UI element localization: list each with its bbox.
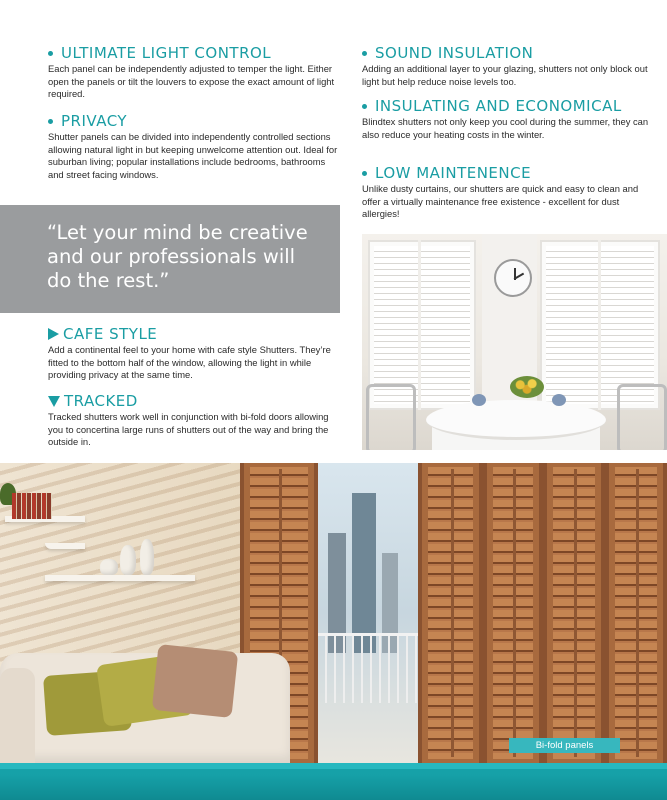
balcony-rail xyxy=(318,633,418,703)
bullet-icon xyxy=(48,119,53,124)
cushion xyxy=(152,644,238,718)
feature-light-control xyxy=(48,44,340,101)
bullet-icon xyxy=(362,171,367,176)
feature-insulating-economical xyxy=(362,97,652,141)
triangle-right-icon xyxy=(48,328,59,340)
style-text: Tracked shutters work well in conjunction with bi-fold doors allowing you to concertina large runs of shutters out of the way and bring the outside in. xyxy=(48,411,329,448)
style-title: TRACKED xyxy=(64,392,138,410)
vase xyxy=(140,539,154,575)
feature-text: Unlike dusty curtains, our shutters are quick and easy to clean and offer a virtually maintenance free existence - excellent for dust allergies! xyxy=(362,183,639,220)
bullet-icon xyxy=(48,51,53,56)
feature-title: PRIVACY xyxy=(61,112,128,130)
feature-title: LOW MAINTENENCE xyxy=(375,164,532,182)
living-room-photo xyxy=(0,463,667,763)
style-text: Add a continental feel to your home with cafe style Shutters. They’re fitted to the bottom half of the window, allowing the light in while providing privacy at the same time. xyxy=(48,344,331,381)
feature-title: ULTIMATE LIGHT CONTROL xyxy=(61,44,272,62)
quote-text: “Let your mind be creative and our professionals will do the rest.” xyxy=(47,221,308,292)
bullet-icon xyxy=(362,104,367,109)
triangle-down-icon xyxy=(48,396,60,407)
wall-shelf xyxy=(45,575,195,581)
teapot xyxy=(472,394,486,406)
style-cafe xyxy=(48,325,340,382)
feature-text: Adding an additional layer to your glazing, shutters not only block out light but help reduce noise levels too. xyxy=(362,63,648,87)
wooden-shutter xyxy=(418,463,483,763)
window-view xyxy=(318,463,418,763)
quote-box xyxy=(0,205,340,313)
vase xyxy=(120,545,136,575)
feature-low-maintenance xyxy=(362,164,652,221)
wooden-shutter xyxy=(543,463,605,763)
feature-text: Shutter panels can be divided into independently controlled sections allowing natural light in but keeping unwelcome attention out. Ideal for suburban living; popular installations include bedrooms, bathrooms and street facing windows. xyxy=(48,131,338,180)
vase xyxy=(100,559,118,575)
feature-text: Blindtex shutters not only keep you cool during the summer, they can also reduce your heating costs in the winter. xyxy=(362,116,649,140)
style-title: CAFE STYLE xyxy=(63,325,158,343)
chair xyxy=(617,384,667,450)
feature-sound-insulation xyxy=(362,44,652,88)
footer-band xyxy=(0,763,667,800)
feature-text: Each panel can be independently adjusted to temper the light. Either open the panels or tilt the louvers to expose the exact amount of light required. xyxy=(48,63,335,100)
style-tracked xyxy=(48,392,340,449)
dining-table xyxy=(426,400,606,440)
clock-icon xyxy=(494,259,532,297)
books xyxy=(12,493,52,519)
wooden-shutter xyxy=(605,463,667,763)
teapot xyxy=(552,394,566,406)
flowers xyxy=(510,376,544,398)
photo-caption xyxy=(509,738,620,753)
bullet-icon xyxy=(362,51,367,56)
feature-title: SOUND INSULATION xyxy=(375,44,534,62)
chair xyxy=(366,384,416,450)
caption-text: Bi-fold panels xyxy=(535,740,594,751)
dining-room-photo xyxy=(362,234,667,450)
wooden-shutter xyxy=(483,463,543,763)
feature-privacy xyxy=(48,112,340,181)
feature-title: INSULATING AND ECONOMICAL xyxy=(375,97,622,115)
